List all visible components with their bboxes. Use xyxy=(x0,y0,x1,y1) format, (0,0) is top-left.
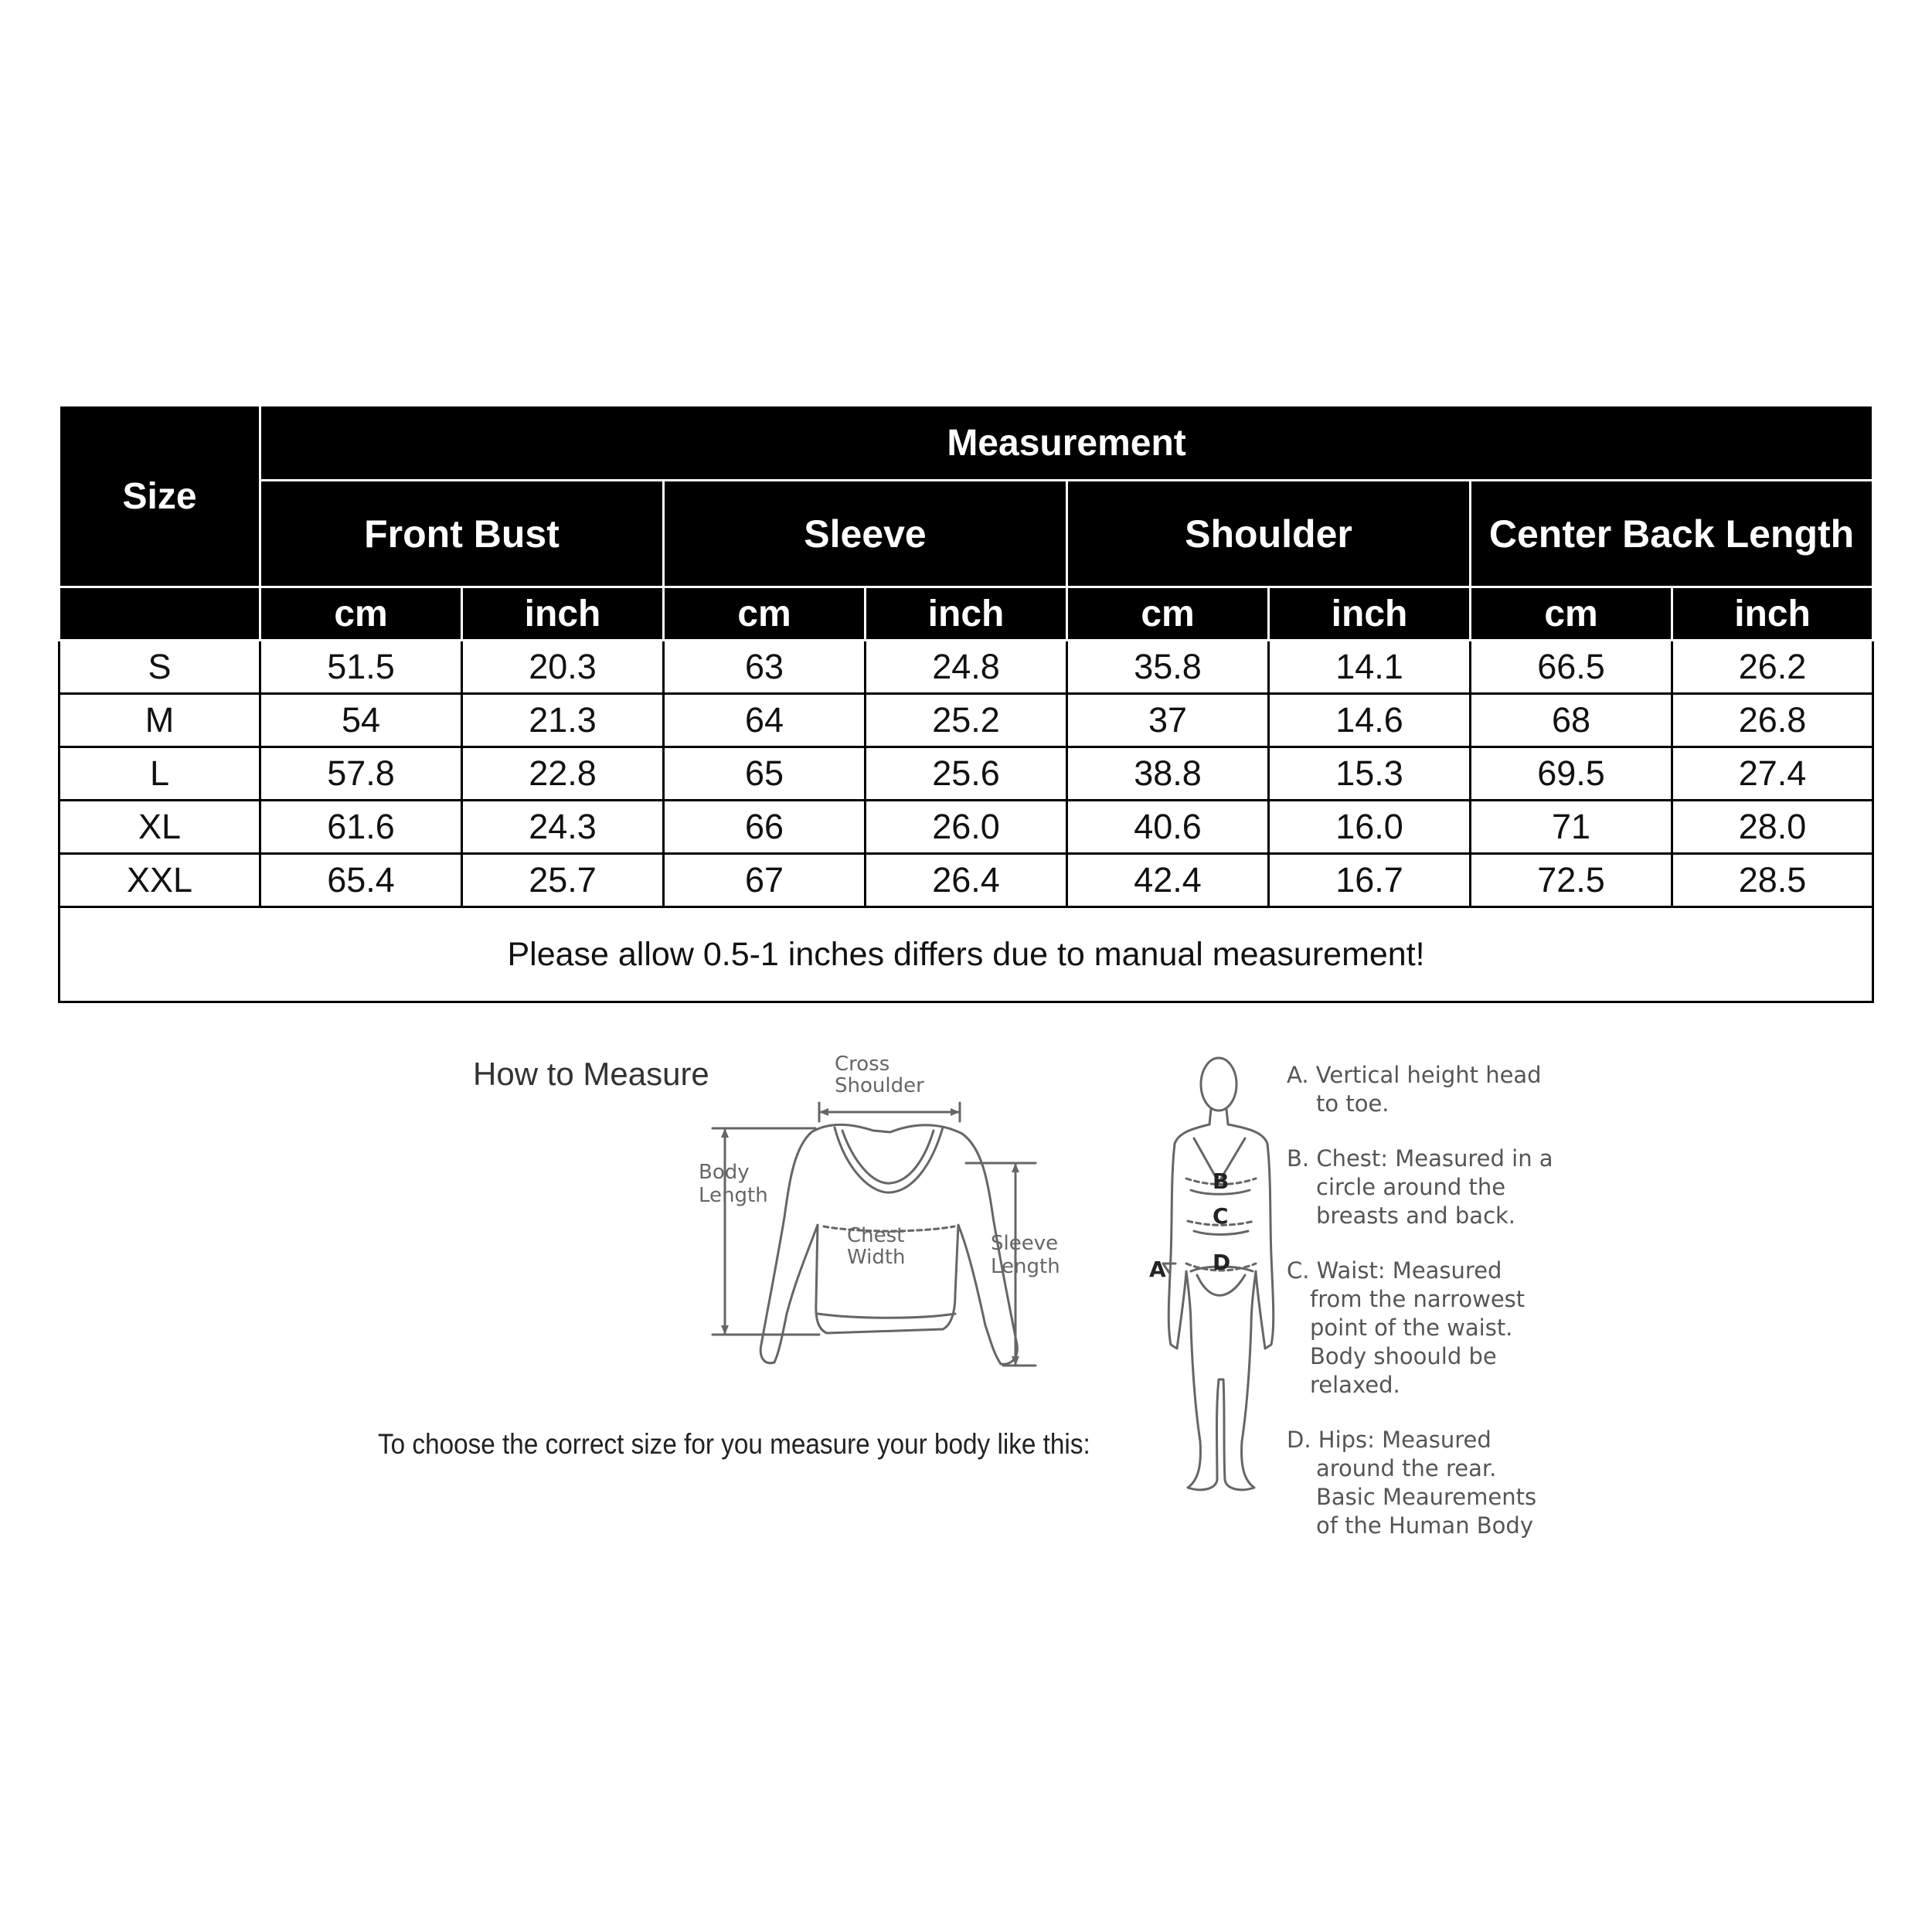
body-length-label: Length xyxy=(699,1184,768,1207)
chest-width-label: Width xyxy=(847,1246,906,1269)
legend-line: of the Human Body xyxy=(1316,1512,1533,1539)
table-cell: 42.4 xyxy=(1067,854,1269,907)
table-cell: 71 xyxy=(1471,801,1672,854)
legend-line: point of the waist. xyxy=(1310,1315,1513,1341)
table-cell: 26.2 xyxy=(1672,641,1873,694)
table-cell: 22.8 xyxy=(462,747,664,801)
legend-line: to toe. xyxy=(1316,1090,1389,1117)
body-legend-d xyxy=(1287,1426,1549,1540)
cross-shoulder-label: Shoulder xyxy=(835,1074,924,1097)
legend-line: circle around the xyxy=(1316,1174,1506,1200)
table-cell: 25.7 xyxy=(462,854,664,907)
legend-line: around the rear. xyxy=(1316,1455,1497,1481)
legend-line: A. Vertical height head xyxy=(1287,1062,1542,1088)
legend-line: relaxed. xyxy=(1310,1372,1400,1398)
table-cell: 35.8 xyxy=(1067,641,1269,694)
body-legend-a xyxy=(1287,1061,1549,1118)
unit-header: inch xyxy=(1269,587,1471,641)
table-cell: 65.4 xyxy=(260,854,462,907)
table-cell: 14.6 xyxy=(1269,694,1471,747)
legend-line: from the narrowest xyxy=(1310,1286,1526,1312)
body-marker-d: D xyxy=(1213,1250,1231,1275)
table-cell: 65 xyxy=(664,747,866,801)
body-marker-a: A xyxy=(1149,1257,1166,1282)
table-cell: 24.8 xyxy=(866,641,1067,694)
table-cell: 26.8 xyxy=(1672,694,1873,747)
measurement-note: Please allow 0.5-1 inches differs due to manual measurement! xyxy=(60,907,1873,1002)
table-cell: 26.4 xyxy=(866,854,1067,907)
table-cell: 61.6 xyxy=(260,801,462,854)
table-cell: 38.8 xyxy=(1067,747,1269,801)
table-cell: 69.5 xyxy=(1471,747,1672,801)
table-cell: 51.5 xyxy=(260,641,462,694)
sleeve-length-label: Sleeve xyxy=(991,1232,1059,1255)
body-legend-c xyxy=(1287,1257,1549,1400)
table-cell: 66 xyxy=(664,801,866,854)
unit-header: inch xyxy=(462,587,664,641)
cross-shoulder-label: Cross xyxy=(835,1053,890,1076)
table-cell: 16.0 xyxy=(1269,801,1471,854)
table-cell: 25.6 xyxy=(866,747,1067,801)
table-cell: 54 xyxy=(260,694,462,747)
table-cell: 25.2 xyxy=(866,694,1067,747)
size-cell: M xyxy=(60,694,260,747)
chest-width-label: Chest xyxy=(847,1224,905,1247)
legend-line: B. Chest: Measured in a xyxy=(1287,1145,1553,1172)
how-to-measure-title: How to Measure xyxy=(473,1056,709,1092)
table-cell: 27.4 xyxy=(1672,747,1873,801)
body-length-label: Body xyxy=(699,1161,750,1184)
unit-header: inch xyxy=(866,587,1067,641)
size-cell: XXL xyxy=(60,854,260,907)
legend-line: C. Waist: Measured xyxy=(1287,1257,1502,1284)
table-cell: 14.1 xyxy=(1269,641,1471,694)
column-header-front-bust: Front Bust xyxy=(260,481,664,587)
table-cell: 68 xyxy=(1471,694,1672,747)
size-cell: L xyxy=(60,747,260,801)
table-cell: 37 xyxy=(1067,694,1269,747)
size-cell: S xyxy=(60,641,260,694)
table-cell: 57.8 xyxy=(260,747,462,801)
unit-header: cm xyxy=(664,587,866,641)
measurement-header: Measurement xyxy=(260,406,1873,481)
table-cell: 26.0 xyxy=(866,801,1067,854)
size-cell: XL xyxy=(60,801,260,854)
choose-size-instruction: To choose the correct size for you measure your body like this: xyxy=(378,1428,1090,1460)
table-cell: 28.5 xyxy=(1672,854,1873,907)
table-cell: 67 xyxy=(664,854,866,907)
unit-header: inch xyxy=(1672,587,1873,641)
table-cell: 28.0 xyxy=(1672,801,1873,854)
legend-line: Body shoould be xyxy=(1310,1343,1497,1369)
table-cell: 20.3 xyxy=(462,641,664,694)
legend-line: breasts and back. xyxy=(1316,1202,1516,1229)
sleeve-length-label: Length xyxy=(991,1255,1060,1278)
table-cell: 40.6 xyxy=(1067,801,1269,854)
body-marker-c: C xyxy=(1213,1203,1229,1229)
table-cell: 24.3 xyxy=(462,801,664,854)
legend-line: Basic Meaurements xyxy=(1316,1484,1537,1510)
body-diagram xyxy=(1132,1047,1287,1526)
size-header: Size xyxy=(60,406,260,587)
column-header-sleeve: Sleeve xyxy=(664,481,1067,587)
table-cell: 64 xyxy=(664,694,866,747)
table-cell: 72.5 xyxy=(1471,854,1672,907)
table-cell: 63 xyxy=(664,641,866,694)
garment-diagram xyxy=(688,1047,1082,1379)
body-legend-b xyxy=(1287,1145,1553,1230)
table-cell: 15.3 xyxy=(1269,747,1471,801)
column-header-shoulder: Shoulder xyxy=(1067,481,1471,587)
unit-header: cm xyxy=(260,587,462,641)
unit-header: cm xyxy=(1471,587,1672,641)
table-cell: 66.5 xyxy=(1471,641,1672,694)
legend-line: D. Hips: Measured xyxy=(1287,1427,1492,1453)
unit-header: cm xyxy=(1067,587,1269,641)
table-cell: 16.7 xyxy=(1269,854,1471,907)
table-cell: 21.3 xyxy=(462,694,664,747)
body-marker-b: B xyxy=(1213,1168,1230,1194)
column-header-center-back-length: Center Back Length xyxy=(1471,481,1873,587)
